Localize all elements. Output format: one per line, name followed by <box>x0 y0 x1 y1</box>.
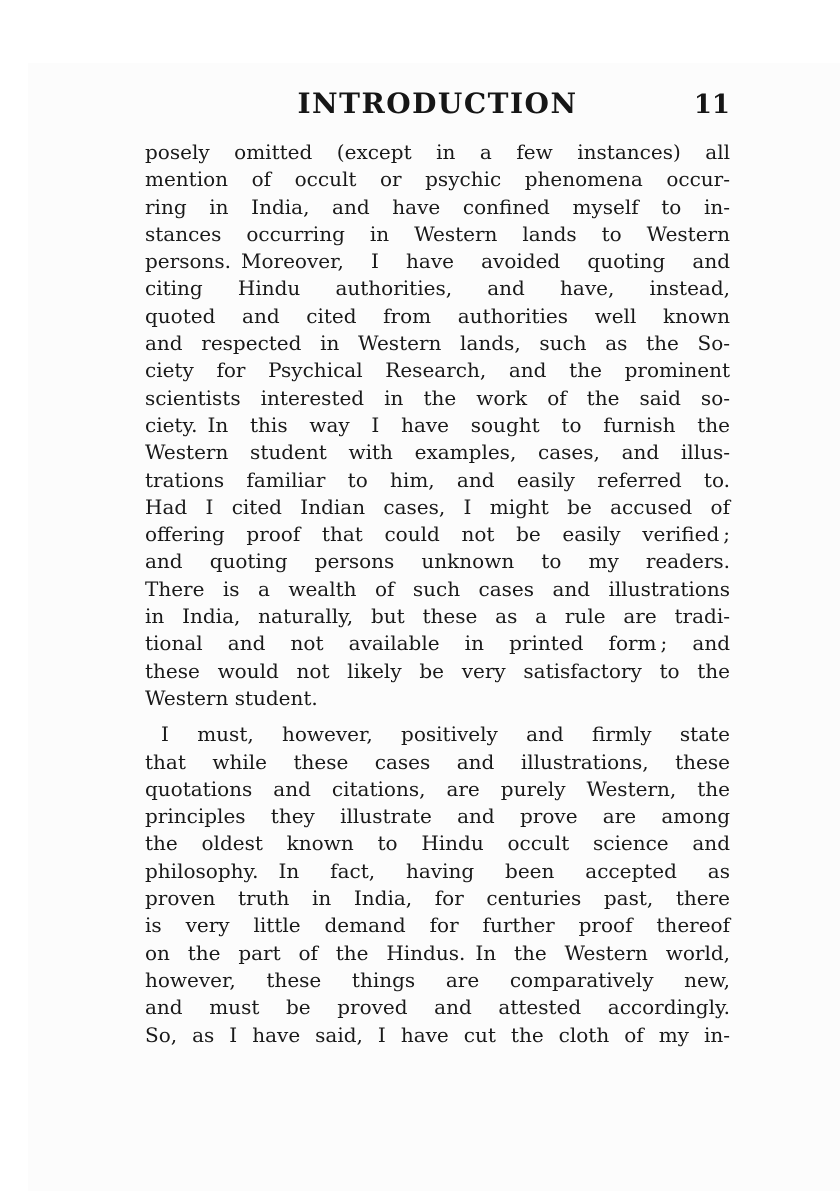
text-line: however, these things are comparatively new, <box>145 967 730 992</box>
text-line: persons. Moreover, I have avoided quoting and <box>145 249 730 274</box>
text-line: stances occurring in Western lands to Western <box>145 221 730 246</box>
text-line: quoted and cited from authorities well known <box>145 303 730 328</box>
text-line: the oldest known to Hindu occult science and <box>145 831 730 856</box>
text-line: philosophy. In fact, having been accepted as <box>145 858 730 883</box>
text-line: mention of occult or psychic phenomena occur- <box>145 167 730 192</box>
text-line: proven truth in India, for centuries past, there <box>145 886 730 911</box>
text-line: and quoting persons unknown to my readers. <box>145 549 730 574</box>
text-line: these would not likely be very satisfactory to the <box>145 658 730 683</box>
text-line: and respected in Western lands, such as the So- <box>145 331 730 356</box>
text-line: trations familiar to him, and easily referred to. <box>145 467 730 492</box>
chapter-title: INTRODUCTION <box>297 87 578 120</box>
text-line: ring in India, and have confined myself to in- <box>145 194 730 219</box>
text-line: in India, naturally, but these as a rule are tradi- <box>145 604 730 629</box>
text-line: posely omitted (except in a few instances) all <box>145 140 730 164</box>
page-number: 11 <box>693 90 730 120</box>
text-line: Western student. <box>145 685 318 710</box>
text-line: I must, however, positively and firmly state <box>161 722 730 747</box>
text-line: ciety for Psychical Research, and the prominent <box>145 358 730 383</box>
text-line: scientists interested in the work of the said so- <box>145 385 730 410</box>
text-line: principles they illustrate and prove are among <box>145 804 730 829</box>
paragraph <box>145 139 730 712</box>
text-line: Western student with examples, cases, and illus- <box>145 440 730 465</box>
text-line: ciety. In this way I have sought to furnish the <box>145 412 730 437</box>
text-line: on the part of the Hindus. In the Western world, <box>145 940 730 965</box>
text-line: Had I cited Indian cases, I might be accused of <box>145 494 730 519</box>
text-line: is very little demand for further proof thereof <box>145 913 730 938</box>
paragraph <box>145 721 730 1049</box>
text-line: There is a wealth of such cases and illustrations <box>145 576 730 601</box>
text-line: that while these cases and illustrations, these <box>145 749 730 774</box>
text-line: and must be proved and attested accordingly. <box>145 995 730 1020</box>
text-line: So, as I have said, I have cut the cloth of my in- <box>145 1022 730 1047</box>
text-line: quotations and citations, are purely Western, the <box>145 776 730 801</box>
running-head <box>145 88 730 122</box>
text-line: tional and not available in printed form ; and <box>145 631 730 656</box>
text-line: citing Hindu authorities, and have, instead, <box>145 276 730 301</box>
text-block <box>145 139 730 1049</box>
text-line: offering proof that could not be easily verified ; <box>145 522 730 547</box>
